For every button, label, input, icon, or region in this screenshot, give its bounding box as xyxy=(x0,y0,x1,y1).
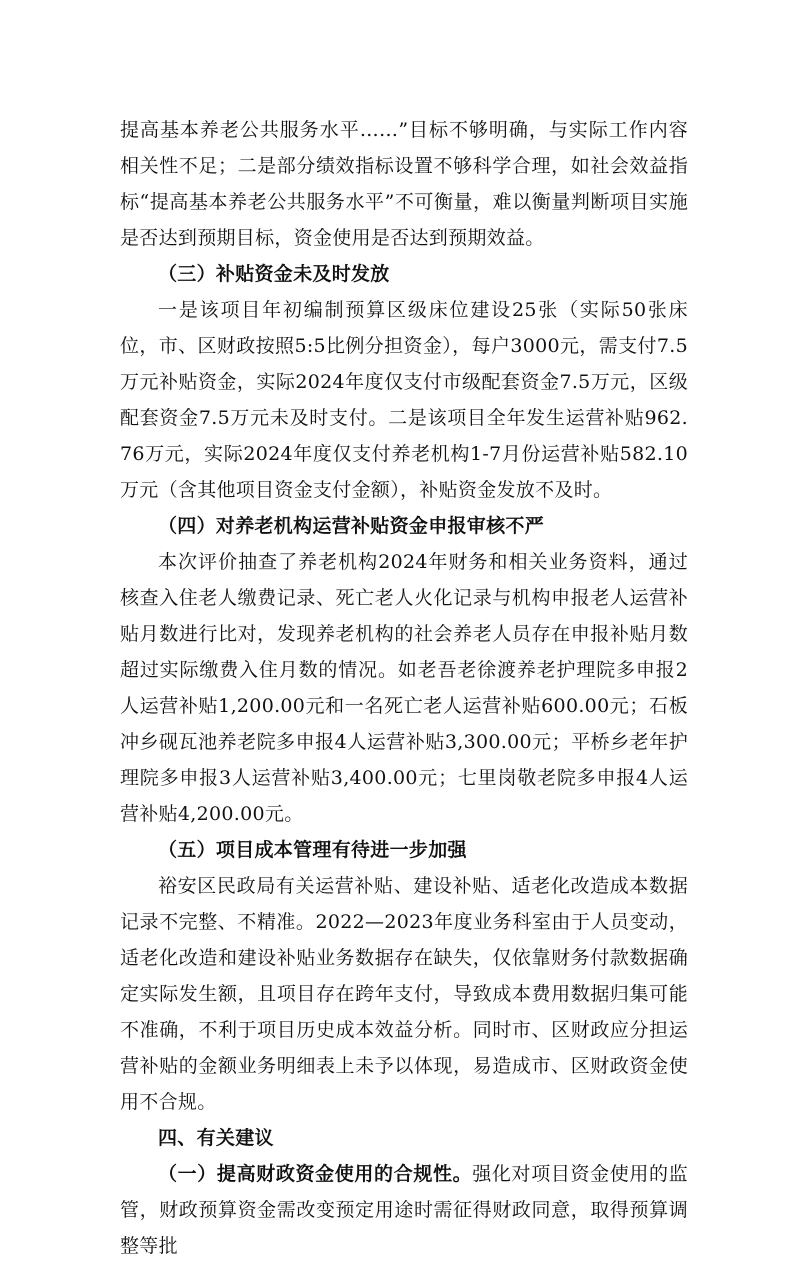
heading-subsidy-not-timely: （三）补贴资金未及时发放 xyxy=(158,263,390,285)
paragraph-subsidy-not-timely: 一是该项目年初编制预算区级床位建设25张（实际50张床位，市、区财政按照5:5比例分担资金），每户3000元，需支付7.5万元补贴资金，实际2024年度仅支付市级配套资金7.5万元，区级配套资金7.5万元未及时支付。二是该项目全年发生运营补贴962.76万元，实际2024年度仅支付养老机构1-7月份运营补贴582.10万元（含其他项目资金支付金额），补贴资金发放不及时。 xyxy=(120,299,688,501)
paragraph-suggestion-compliance xyxy=(120,1156,688,1264)
paragraph-subsidy-audit-lax: 本次评价抽查了养老机构2024年财务和相关业务资料，通过核查入住老人缴费记录、死亡老人火化记录与机构申报老人运营补贴月数进行比对，发现养老机构的社会养老人员存在申报补贴月数超过实际缴费入住月数的情况。如老吾老徐渡养老护理院多申报2人运营补贴1,200.00元和一名死亡老人运营补贴600.00元；石板冲乡砚瓦池养老院多申报4人运营补贴3,300.00元；平桥乡老年护理院多申报3人运营补贴3,400.00元；七里岗敬老院多申报4人运营补贴4,200.00元。 xyxy=(120,551,688,825)
suggestion-compliance-title: （一）提高财政资金使用的合规性。 xyxy=(158,1163,473,1185)
suggestion-compliance-text: 强化对项目资金使用的监管，财政预算资金需改变预定用途时需征得财政同意，取得预算调整等批 xyxy=(120,1163,688,1257)
document-page xyxy=(120,112,688,1264)
paragraph-indicator-issues: 提高基本养老公共服务水平……”目标不够明确，与实际工作内容相关性不足；二是部分绩效指标设置不够科学合理，如社会效益指标“提高基本养老公共服务水平”不可衡量，难以衡量判断项目实施是否达到预期目标，资金使用是否达到预期效益。 xyxy=(120,119,688,249)
heading-cost-management: （五）项目成本管理有待进一步加强 xyxy=(158,839,467,861)
heading-subsidy-audit-lax: （四）对养老机构运营补贴资金申报审核不严 xyxy=(158,515,545,537)
paragraph-cost-management: 裕安区民政局有关运营补贴、建设补贴、适老化改造成本数据记录不完整、不精准。2022—2023年度业务科室由于人员变动，适老化改造和建设补贴业务数据存在缺失，仅依靠财务付款数据确定实际发生额，且项目存在跨年支付，导致成本费用数据归集可能不准确，不利于项目历史成本效益分析。同时市、区财政应分担运营补贴的金额业务明细表上未予以体现，易造成市、区财政资金使用不合规。 xyxy=(120,875,688,1113)
section-heading-suggestions: 四、有关建议 xyxy=(158,1127,274,1149)
